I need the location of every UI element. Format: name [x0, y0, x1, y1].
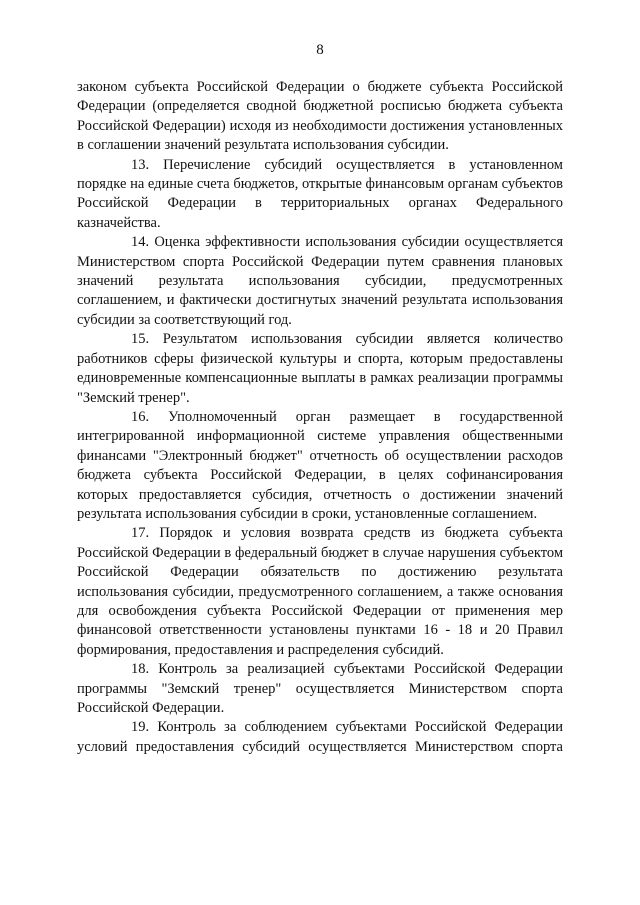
paragraph: 13. Перечисление субсидий осуществляется в установленном порядке на единые счета бюджетов, открытые финансовым органам субъектов Российской Федерации в территориальных органах Федерального казначейства. [77, 156, 563, 231]
body-text [77, 78, 563, 757]
page-number: 8 [316, 42, 324, 58]
paragraph: 16. Уполномоченный орган размещает в государственной интегрированной информационной системе управления общественными финансами "Электронный бюджет" отчетность об осуществлении расходов бюджета субъекта Российской Федерации, в целях софинансирования которых предоставляется субсидия, отчетность о достижении значений результата использования субсидии в сроки, установленные соглашением. [77, 408, 563, 522]
paragraph: 18. Контроль за реализацией субъектами Российской Федерации программы "Земский тренер" осуществляется Министерством спорта Российской Федерации. [77, 661, 563, 716]
paragraph: 14. Оценка эффективности использования субсидии осуществляется Министерством спорта Российской Федерации путем сравнения плановых значений результата использования субсидии, предусмотренных соглашением, и фактически достигнутых значений результата использования субсидии за соответствующий год. [77, 234, 563, 328]
paragraph: 15. Результатом использования субсидии является количество работников сферы физической культуры и спорта, которым предоставлены единовременные компенсационные выплаты в рамках реализации программы "Земский тренер". [77, 331, 563, 406]
paragraph: 19. Контроль за соблюдением субъектами Российской Федерации условий предоставления субсидий осуществляется Министерством спорта [77, 719, 563, 755]
paragraph: 17. Порядок и условия возврата средств из бюджета субъекта Российской Федерации в федеральный бюджет в случае нарушения субъектом Российской Федерации обязательств по достижению результата использования субсидии, предусмотренного соглашением, а также основания для освобождения субъекта Российской Федерации от применения мер финансовой ответственности установлены пунктами 16 - 18 и 20 Правил формирования, предоставления и распределения субсидий. [77, 525, 563, 658]
paragraph: законом субъекта Российской Федерации о бюджете субъекта Российской Федерации (определяется сводной бюджетной росписью бюджета субъекта Российской Федерации) исходя из необходимости достижения установленных в соглашении значений результата использования субсидии. [77, 79, 563, 154]
